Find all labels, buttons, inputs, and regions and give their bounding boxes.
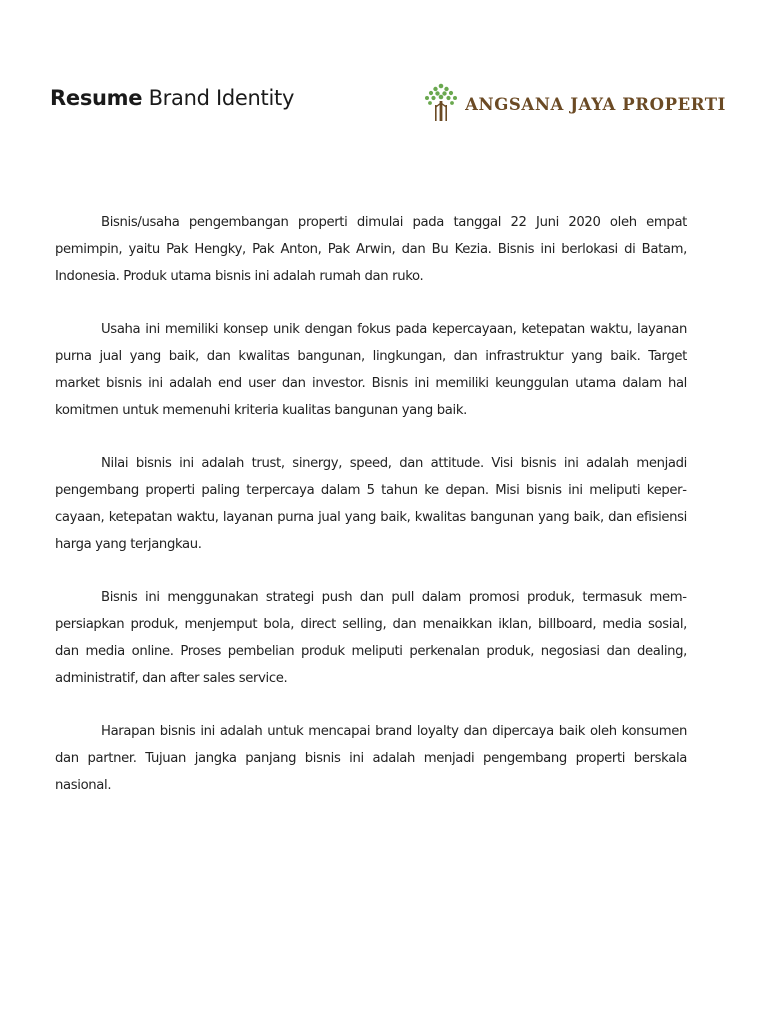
brand-name: ANGSANA JAYA PROPERTI bbox=[465, 94, 726, 114]
brand-mark bbox=[423, 82, 726, 122]
title-rest: Brand Identity bbox=[148, 86, 295, 110]
paragraph: Nilai bisnis ini adalah trust, sinergy, speed, dan attitude. Visi bisnis ini adalah menjadi pengembang properti paling terpercaya dalam 5 tahun ke depan. Misi bisnis ini meliputi kepercayaan, ketepatan waktu, layanan purna jual yang baik, kwalitas bangunan yang baik, dan efisiensi harga yang terjangkau. bbox=[55, 456, 687, 552]
paragraph: Usaha ini memiliki konsep unik dengan fokus pada kepercayaan, ketepatan waktu, layanan purna jual yang baik, dan kwalitas bangunan, lingkungan, dan infrastruktur yang baik. Target market bisnis ini adalah end user dan investor. Bisnis ini memiliki keunggulan utama dalam hal komitmen untuk memenuhi kriteria kualitas bangunan yang baik. bbox=[55, 322, 687, 418]
title-bold: Resume bbox=[50, 86, 143, 110]
document-body bbox=[55, 210, 687, 826]
page-header bbox=[50, 82, 730, 122]
document-title bbox=[50, 86, 294, 110]
paragraph: Harapan bisnis ini adalah untuk mencapai brand loyalty dan dipercaya baik oleh konsumen dan partner. Tujuan jangka panjang bisnis ini adalah menjadi pengembang properti berskala nasional. bbox=[55, 724, 687, 793]
tree-icon bbox=[423, 83, 459, 121]
paragraph: Bisnis ini menggunakan strategi push dan pull dalam promosi produk, termasuk mempersiapkan produk, menjemput bola, direct selling, dan menaikkan iklan, billboard, media sosial, dan media online. Proses pembelian produk meliputi perkenalan produk, negosiasi dan dealing, administratif, dan after sales service. bbox=[55, 590, 687, 686]
paragraph: Bisnis/usaha pengembangan properti dimulai pada tanggal 22 Juni 2020 oleh empat pemimpin, yaitu Pak Hengky, Pak Anton, Pak Arwin, dan Bu Kezia. Bisnis ini berlokasi di Batam, Indonesia. Produk utama bisnis ini adalah rumah dan ruko. bbox=[55, 215, 687, 284]
